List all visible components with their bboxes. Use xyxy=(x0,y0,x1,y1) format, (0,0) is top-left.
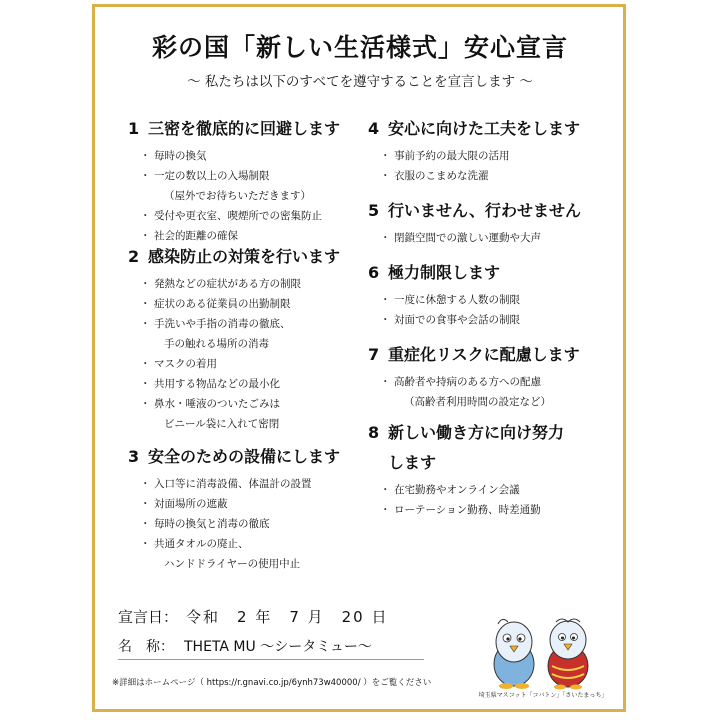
section-number: 8 xyxy=(368,423,380,442)
list-item: ・ 受付や更衣室、喫煙所での密集防止 xyxy=(144,206,368,226)
item-list xyxy=(368,480,608,520)
section-2 xyxy=(128,246,368,446)
list-item: ・ 一度に休憩する人数の制限 xyxy=(384,290,608,310)
section-title: 重症化リスクに配慮します xyxy=(388,345,580,364)
name-label: 名 称： xyxy=(118,639,174,655)
declaration-value: 令和 2 年 7 月 20 日 xyxy=(186,608,389,626)
list-item: ・ 対面場所の遮蔽 xyxy=(144,494,368,514)
section-number: 3 xyxy=(128,447,140,466)
business-name xyxy=(118,636,424,660)
section-number: 1 xyxy=(128,119,140,138)
mascot-caption: 埼玉県マスコット「コバトン」「さいたまっち」 xyxy=(478,692,608,699)
section-title: 安心に向けた工夫をします xyxy=(388,119,581,138)
list-item: ・ マスクの着用 xyxy=(144,354,368,374)
item-list xyxy=(368,372,608,412)
section-title: 感染防止の対策を行います xyxy=(148,247,341,266)
section-1 xyxy=(128,118,368,246)
list-item: ・ 在宅勤務やオンライン会議 xyxy=(384,480,608,500)
list-item: ・ 高齢者や持病のある方への配慮 （高齢者利用時間の設定など） xyxy=(384,372,608,412)
list-item: ・ 閉鎖空間での激しい運動や大声 xyxy=(384,228,608,248)
name-value: THETA MU ～シータミュー～ xyxy=(184,639,372,655)
list-item: ・ 鼻水・唾液のついたごみは ビニール袋に入れて密閉 xyxy=(144,394,368,434)
section-title-cont: します xyxy=(388,453,437,472)
section-heading xyxy=(128,118,368,140)
section-6 xyxy=(368,262,608,344)
section-7 xyxy=(368,344,608,422)
section-4 xyxy=(368,118,608,200)
left-column xyxy=(128,118,368,596)
declaration-date xyxy=(118,606,389,627)
item-list xyxy=(128,474,368,574)
list-item: ・ 症状のある従業員の出勤制限 xyxy=(144,294,368,314)
section-5 xyxy=(368,200,608,262)
section-number: 2 xyxy=(128,247,140,266)
page-title: 彩の国「新しい生活様式」安心宣言 xyxy=(151,33,568,62)
section-title: 行いません、行わせません xyxy=(388,201,581,220)
section-heading xyxy=(368,200,608,222)
section-number: 6 xyxy=(368,263,380,282)
section-3 xyxy=(128,446,368,596)
homepage-note: ※詳細はホームページ（ https://r.gnavi.co.jp/6ynh73w40000/ ）をご覧ください xyxy=(112,678,432,688)
list-item: ・ 事前予約の最大限の活用 xyxy=(384,146,608,166)
section-heading xyxy=(128,246,368,268)
section-heading xyxy=(368,262,608,284)
item-list xyxy=(128,146,368,246)
list-item: ・ 共通タオルの廃止、 ハンドドライヤーの使用中止 xyxy=(144,534,368,574)
saitamacchi-mascot-icon xyxy=(548,619,588,690)
declaration-label: 宣言日： xyxy=(118,608,179,626)
section-heading xyxy=(128,446,368,468)
list-item: ・ 毎時の換気 xyxy=(144,146,368,166)
section-heading xyxy=(368,422,608,474)
list-item: ・ 対面での食事や会話の制限 xyxy=(384,310,608,330)
section-8 xyxy=(368,422,608,522)
list-item: ・ 一定の数以上の入場制限 （屋外でお待ちいただきます） xyxy=(144,166,368,206)
item-list xyxy=(368,290,608,330)
subtitle: ～ 私たちは以下のすべてを遵守することを宣言します ～ xyxy=(187,74,533,90)
item-list xyxy=(368,228,608,248)
section-number: 4 xyxy=(368,119,380,138)
section-heading xyxy=(368,118,608,140)
right-column xyxy=(368,118,608,522)
kobaton-mascot-icon xyxy=(494,619,534,689)
section-title: 三密を徹底的に回避します xyxy=(148,119,341,138)
section-number: 5 xyxy=(368,201,380,220)
section-heading xyxy=(368,344,608,366)
list-item: ・ 衣服のこまめな洗濯 xyxy=(384,166,608,186)
section-number: 7 xyxy=(368,345,380,364)
section-title: 極力制限します xyxy=(388,263,501,282)
list-item: ・ 社会的距離の確保 xyxy=(144,226,368,246)
list-item: ・ 入口等に消毒設備、体温計の設置 xyxy=(144,474,368,494)
list-item: ・ 毎時の換気と消毒の徹底 xyxy=(144,514,368,534)
item-list xyxy=(368,146,608,186)
list-item: ・ 手洗いや手指の消毒の徹底、 手の触れる場所の消毒 xyxy=(144,314,368,354)
mascot-illustration xyxy=(482,612,602,690)
section-title: 安全のための設備にします xyxy=(148,447,341,466)
item-list xyxy=(128,274,368,434)
list-item: ・ 発熱などの症状がある方の制限 xyxy=(144,274,368,294)
section-title: 新しい働き方に向け努力 xyxy=(388,423,565,442)
list-item: ・ ローテーション勤務、時差通勤 xyxy=(384,500,608,520)
list-item: ・ 共用する物品などの最小化 xyxy=(144,374,368,394)
